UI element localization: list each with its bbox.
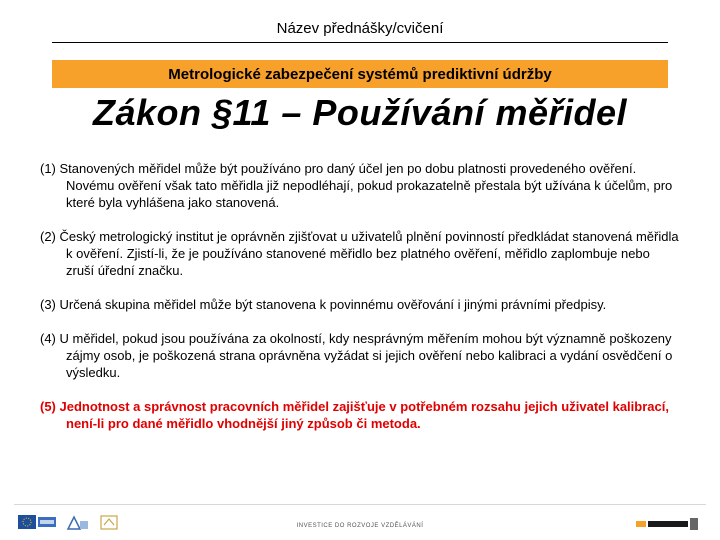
header-divider bbox=[52, 42, 668, 43]
course-title: Název přednášky/cvičení bbox=[276, 20, 444, 37]
paragraph-1: (1) Stanovených měřidel může být používáno pro daný účel jen po dobu platnosti provedeného ověření. Novému ověření však tato měřidla již nepodléhají, pokud prokazatelně přestala být užívána k účelům, pro které byla vyhlášena jako stanovená. bbox=[40, 161, 673, 210]
paragraph-5: (5) Jednotnost a správnost pracovních měřidel zajišťuje v potřebném rozsahu jejich uživatel kalibrací, není-li pro dané měřidlo vhodnější jiný způsob či metoda. bbox=[40, 399, 669, 431]
footer-divider bbox=[14, 504, 706, 505]
slide-body bbox=[40, 160, 680, 449]
paragraph-2: (2) Český metrologický institut je oprávněn zjišťovat u uživatelů plnění povinností předkládat stanovená měřidla k ověření. Zjistí-li, že je používáno stanovené měřidlo bez platného ověření, měřidlo zaplombuje nebo zruší úřední značku. bbox=[40, 229, 679, 278]
topic-band-title: Metrologické zabezpečení systémů prediktivní údržby bbox=[168, 65, 552, 83]
paragraph-4: (4) U měřidel, pokud jsou používána za okolností, kdy nesprávným měřením mohou být významně poškozeny zájmy osob, je poškozená strana oprávněna vyžádat si jejich ověření nebo kalibraci a vydání osvědčení o výsledku. bbox=[40, 331, 673, 380]
paragraph-3: (3) Určená skupina měřidel může být stanovena k povinnému ověřování i jinými právními předpisy. bbox=[40, 297, 607, 312]
footer-text: INVESTICE DO ROZVOJE VZDĚLÁVÁNÍ bbox=[296, 523, 424, 529]
partner-logo bbox=[636, 516, 700, 532]
slide-heading: Zákon §11 – Používání měřidel bbox=[92, 92, 628, 133]
topic-band bbox=[52, 60, 668, 88]
